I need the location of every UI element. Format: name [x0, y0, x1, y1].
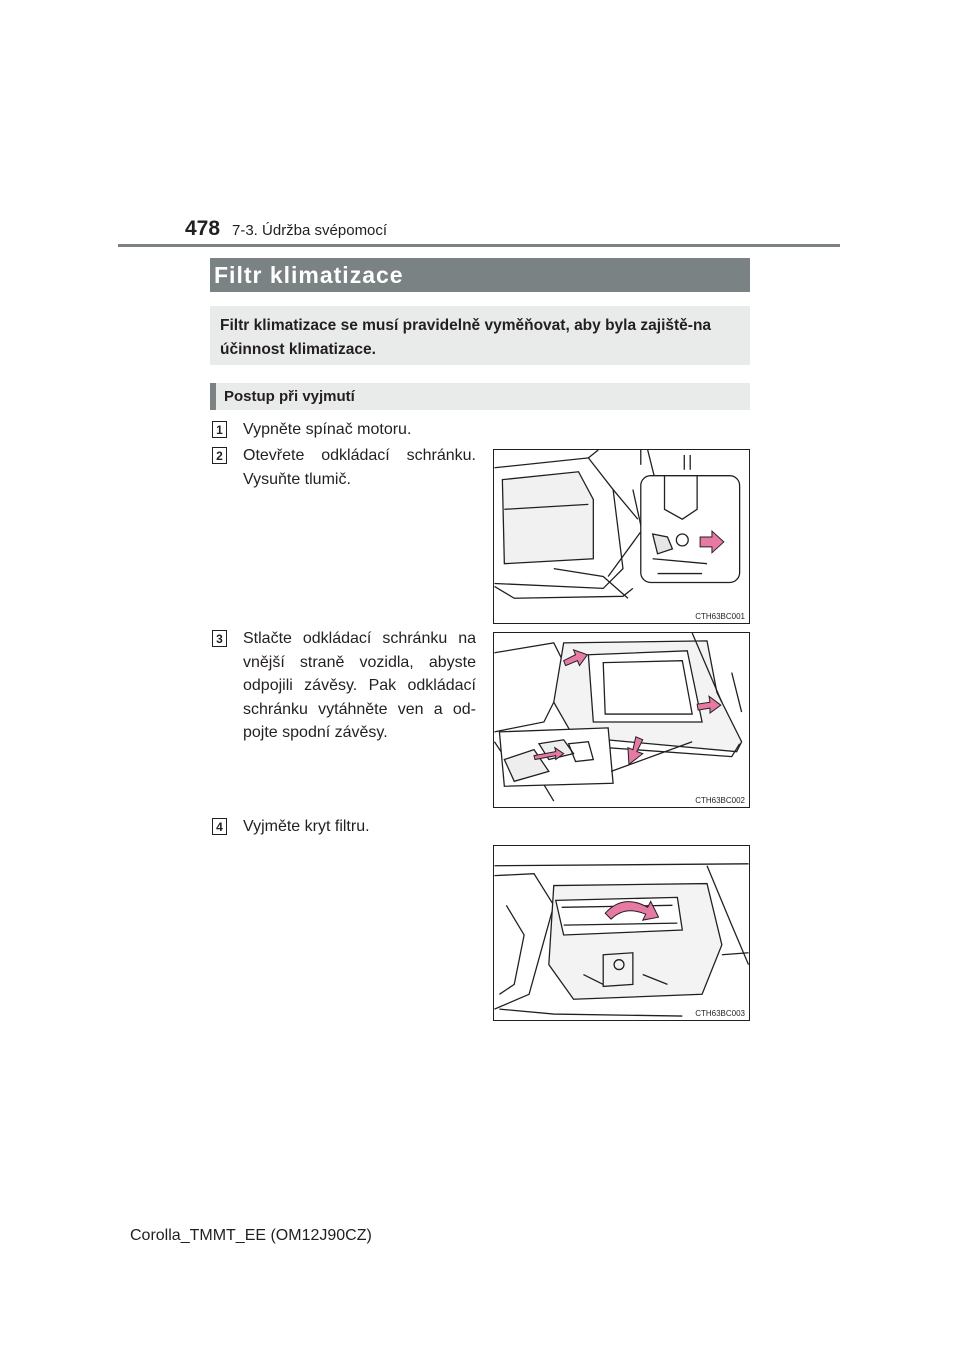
section-label: 7-3. Údržba svépomocí [232, 222, 388, 239]
step-text-4: Vyjměte kryt filtru. [243, 818, 370, 835]
figure-code-3: CTH63BC003 [695, 1009, 745, 1018]
procedure-heading: Postup při vyjmutí [210, 383, 750, 410]
step-number-2: 2 [212, 447, 227, 464]
step-number-4: 4 [212, 818, 227, 835]
page-title: Filtr klimatizace [210, 258, 750, 292]
step-text-2: Otevřete odkládací schránku. Vysuňte tlumič. [243, 447, 476, 488]
figure-glovebox-damper [493, 449, 750, 624]
step-text-1: Vypněte spínač motoru. [243, 421, 412, 438]
figure-code-2: CTH63BC002 [695, 796, 745, 805]
intro-text: Filtr klimatizace se musí pravidelně vyměňovat, aby byla zajiště-na účinnost klimatizace. [220, 317, 712, 358]
step-text-3: Stlačte odkládací schránku na vnější straně vozidla, abyste odpojili závěsy. Pak odkládací schránku vytáhněte ven a od-pojte spodní závěsy. [243, 630, 476, 741]
filter-cover-illustration [494, 846, 749, 1020]
glovebox-removal-illustration [494, 633, 749, 807]
intro-box [210, 306, 750, 365]
glovebox-damper-illustration [494, 450, 749, 623]
figure-code-1: CTH63BC001 [695, 612, 745, 621]
page-number: 478 [185, 217, 221, 240]
footer-model-code: Corolla_TMMT_EE (OM12J90CZ) [130, 1227, 372, 1244]
figure-filter-cover [493, 845, 750, 1021]
figure-glovebox-removal [493, 632, 750, 808]
header-rule [118, 244, 840, 247]
step-number-3: 3 [212, 630, 227, 647]
step-number-1: 1 [212, 421, 227, 438]
